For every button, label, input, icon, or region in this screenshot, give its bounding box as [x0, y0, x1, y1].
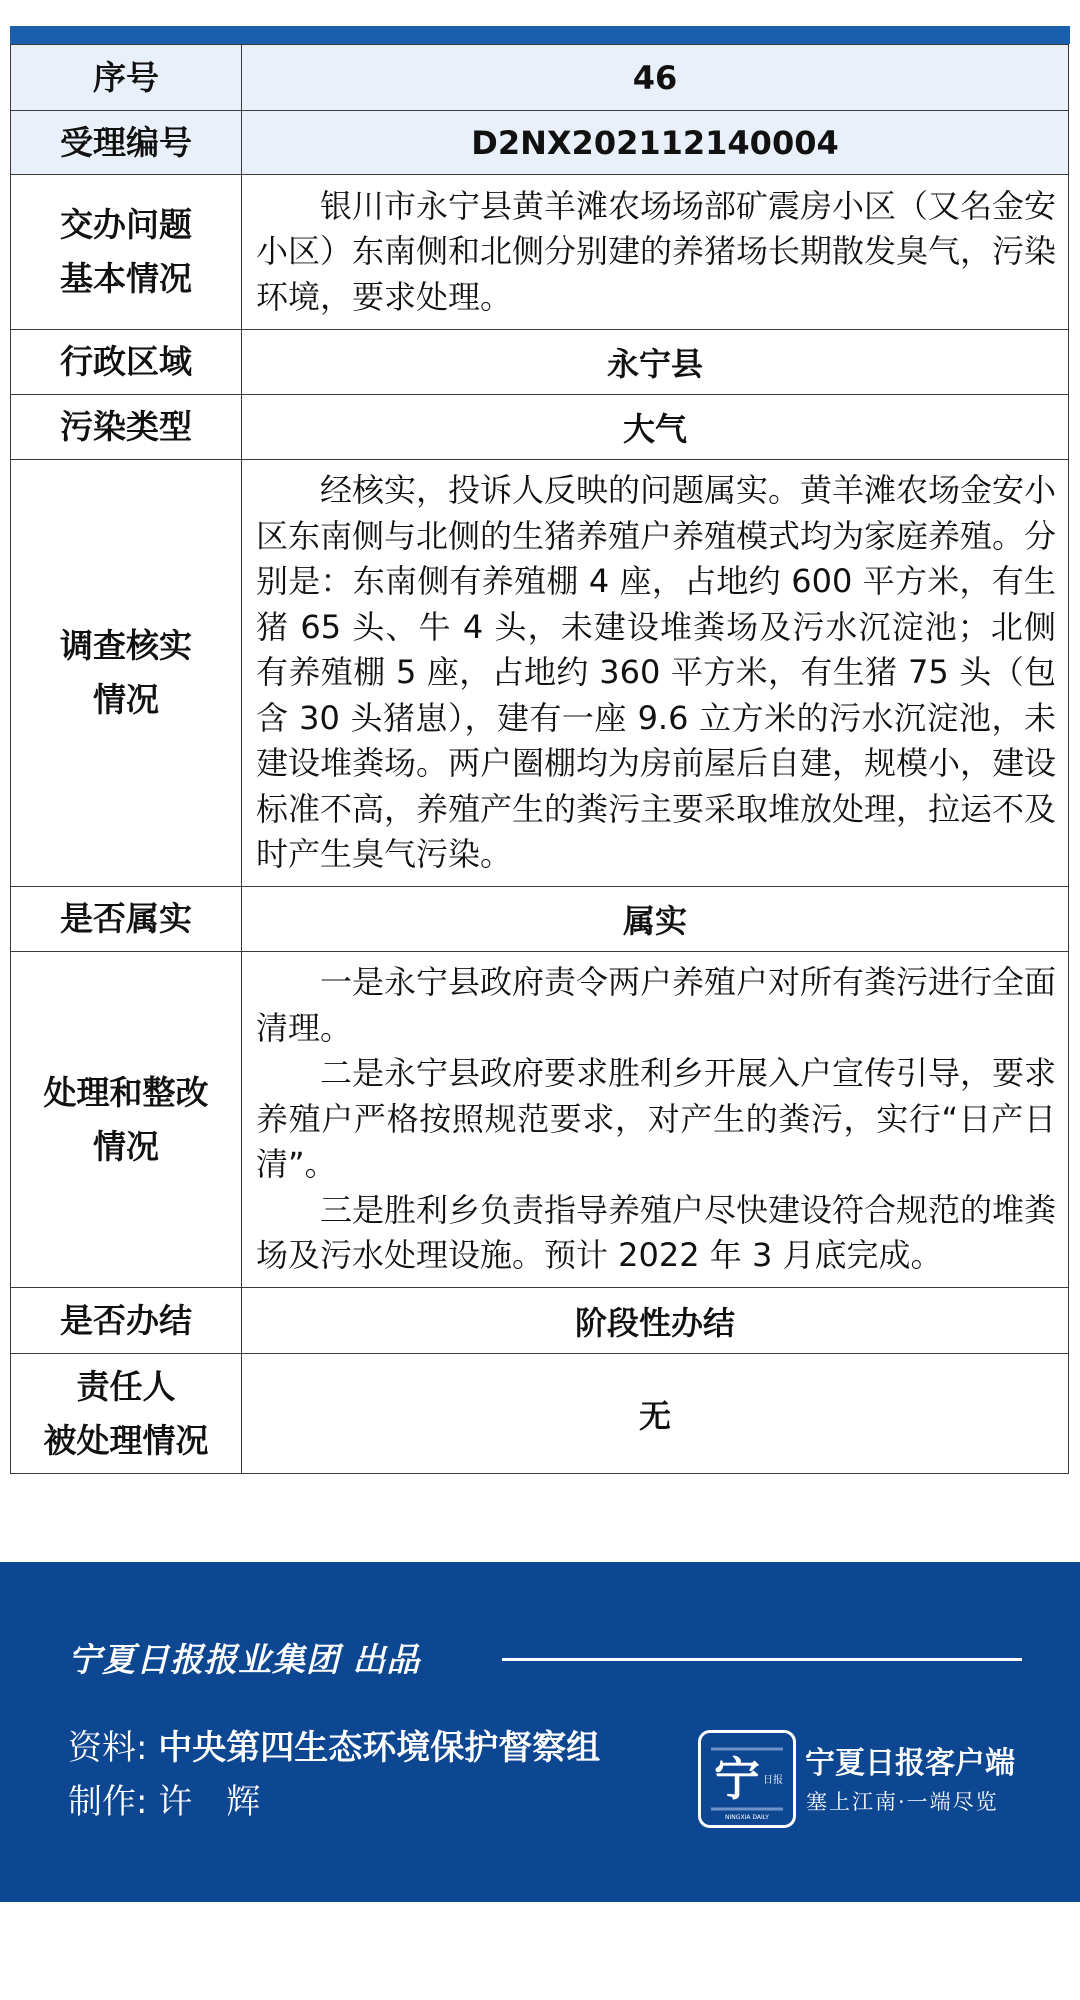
- app-slogan: 塞上江南·一端尽览: [806, 1790, 999, 1814]
- publisher-name: 宁夏日报报业集团 出品: [68, 1640, 421, 1679]
- publisher-divider: [502, 1658, 1022, 1661]
- region-label: 行政区域: [11, 330, 242, 395]
- closed-label: 是否办结: [11, 1288, 242, 1354]
- rectification-description: [242, 952, 1069, 1288]
- rectification-label-line-2: 情况: [93, 1126, 159, 1166]
- case-number-value: D2NX202112140004: [242, 111, 1069, 175]
- rectification-label: [11, 952, 242, 1288]
- investigation-description: [242, 460, 1069, 887]
- issue-label-line-1: 交办问题: [60, 205, 192, 244]
- case-report-table: [10, 44, 1069, 1474]
- accountability-label-line-1: 责任人: [76, 1366, 176, 1406]
- investigation-label: [11, 460, 242, 887]
- rectification-paragraph-1: 一是永宁县政府责令两户养殖户对所有粪污进行全面清理。: [256, 963, 1057, 1047]
- row-rectification: [11, 952, 1069, 1288]
- producer-credit: [68, 1774, 260, 1823]
- row-accountability: [11, 1354, 1069, 1474]
- investigation-label-line-2: 情况: [93, 680, 159, 719]
- rectification-paragraph-3: 三是胜利乡负责指导养殖户尽快建设符合规范的堆粪场及污水处理设施。预计 2022 年 3 月底完成。: [256, 1190, 1057, 1275]
- case-number-label: 受理编号: [11, 111, 242, 175]
- source-credit: [68, 1720, 600, 1769]
- row-closed: [11, 1288, 1069, 1354]
- pollution-type-value: 大气: [242, 395, 1069, 460]
- issue-label: [11, 175, 242, 330]
- logo-small-text: 日报: [763, 1775, 783, 1786]
- row-pollution-type: [11, 395, 1069, 460]
- issue-text: 银川市永宁县黄羊滩农场场部矿震房小区（又名金安小区）东南侧和北侧分别建的养猪场长期散发臭气，污染环境，要求处理。: [256, 186, 1057, 316]
- logo-caption: NINGXIA DAILY: [725, 1814, 769, 1821]
- closed-value: 阶段性办结: [242, 1288, 1069, 1354]
- logo-mark: 宁: [714, 1752, 760, 1806]
- row-case-number: [11, 111, 1069, 175]
- row-serial: [11, 45, 1069, 111]
- issue-label-line-2: 基本情况: [60, 259, 192, 298]
- app-logo-icon: [698, 1730, 796, 1828]
- source-value: 中央第四生态环境保护督察组: [158, 1728, 601, 1768]
- top-accent-bar: [10, 26, 1070, 44]
- rectification-label-line-1: 处理和整改: [43, 1072, 209, 1112]
- producer-label: 制作:: [68, 1782, 159, 1822]
- row-verified: [11, 887, 1069, 952]
- verified-value: 属实: [242, 887, 1069, 952]
- accountability-value: 无: [242, 1354, 1069, 1474]
- row-region: [11, 330, 1069, 395]
- investigation-text: 经核实，投诉人反映的问题属实。黄羊滩农场金安小区东南侧与北侧的生猪养殖户养殖模式均为家庭养殖。分别是：东南侧有养殖棚 4 座，占地约 600 平方米，有生猪 65 头、牛 4 头，未建设堆粪场及污水沉淀池；北侧有养殖棚 5 座，占地约 360 平方米，有生猪 75 头（包含 30 头猪崽），建有一座 9.6 立方米的污水沉淀池，未建设堆粪场。两户圈棚均为房前屋后自建，规模小，建设标准不高，养殖产生的粪污主要采取堆放处理，拉运不及时产生臭气污染。: [256, 471, 1057, 874]
- row-investigation: [11, 460, 1069, 887]
- issue-description: [242, 175, 1069, 330]
- investigation-label-line-1: 调查核实: [60, 626, 192, 665]
- source-label: 资料:: [68, 1728, 159, 1768]
- accountability-label: [11, 1354, 242, 1474]
- app-logo-graphic: [701, 1733, 793, 1825]
- producer-value: 许 辉: [158, 1782, 261, 1822]
- verified-label: 是否属实: [11, 887, 242, 952]
- region-value: 永宁县: [242, 330, 1069, 395]
- accountability-label-line-2: 被处理情况: [43, 1420, 209, 1460]
- pollution-type-label: 污染类型: [11, 395, 242, 460]
- publisher-footer: [0, 1562, 1080, 1902]
- serial-value: 46: [242, 45, 1069, 111]
- row-issue: [11, 175, 1069, 330]
- rectification-paragraph-2: 二是永宁县政府要求胜利乡开展入户宣传引导，要求养殖户严格按照规范要求，对产生的粪污，实行“日产日清”。: [256, 1054, 1057, 1184]
- app-name: 宁夏日报客户端: [805, 1746, 1015, 1781]
- serial-label: 序号: [11, 45, 242, 111]
